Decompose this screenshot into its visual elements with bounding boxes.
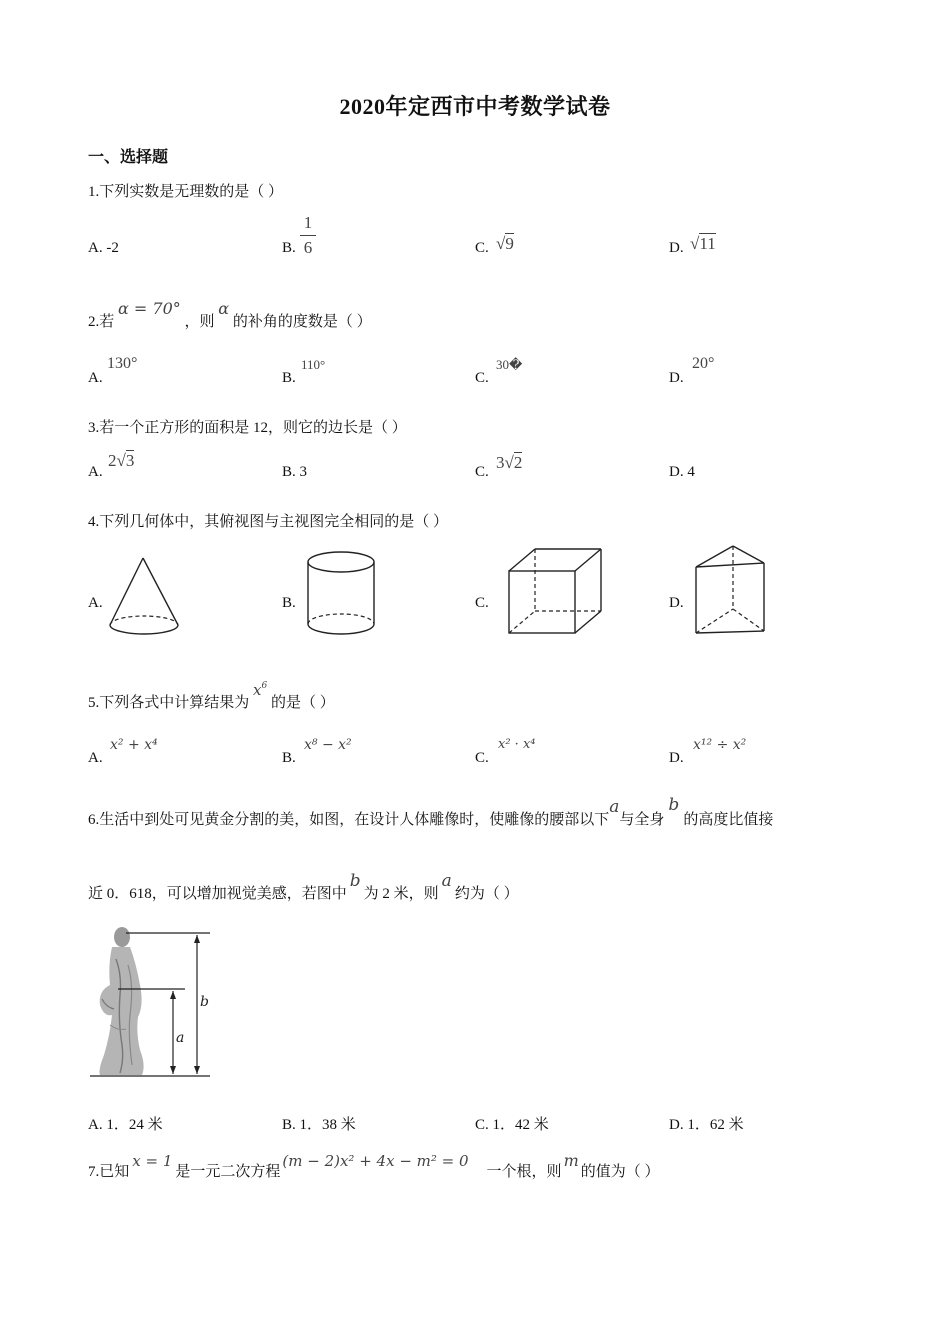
q3-option-a-label: A. xyxy=(88,464,103,480)
radicand: 9 xyxy=(505,234,514,253)
question-6-line-1 xyxy=(88,795,774,829)
q2-alpha: α xyxy=(218,299,230,318)
q2-option-b-label: B. xyxy=(282,370,296,386)
radicand: 11 xyxy=(699,234,716,253)
q3-option-d: D. 4 xyxy=(669,464,695,480)
q1-option-b-fraction xyxy=(300,213,316,258)
q6-option-b: B. 1．38 米 xyxy=(282,1117,356,1133)
b-arrow-down xyxy=(194,1066,200,1074)
q5-option-d-expr: x¹² ÷ x² xyxy=(693,737,747,753)
q3-option-b: B. 3 xyxy=(282,464,308,480)
q7-suffix: 的值为（ ） xyxy=(580,1164,660,1180)
radical-sign: √ xyxy=(504,453,514,472)
radical-sign: √ xyxy=(690,234,700,253)
figure-label-a: a xyxy=(176,1030,185,1046)
q5-target xyxy=(253,681,267,699)
section-heading: 一、选择题 xyxy=(88,149,169,166)
q4-option-b-label: B. xyxy=(282,595,296,611)
target-base: x xyxy=(253,681,262,699)
radicand: 2 xyxy=(513,453,523,472)
q7-equation: (m − 2)x² + 4x − m² = 0 xyxy=(282,1152,469,1170)
q2-option-c-label: C. xyxy=(475,370,489,386)
q3-option-a-expr xyxy=(108,451,134,471)
q2-suffix: 的补角的度数是（ ） xyxy=(232,314,372,330)
q5-option-c-label: C. xyxy=(475,750,489,766)
q6-var-a: a xyxy=(609,797,620,817)
q1-option-c-sqrt xyxy=(496,234,514,254)
q6-var-b: b xyxy=(668,795,680,815)
q1-option-d-label: D. xyxy=(669,240,684,256)
q2-option-d-label: D. xyxy=(669,370,684,386)
q6-option-c: C. 1．42 米 xyxy=(475,1117,549,1133)
q5-option-c-expr: x² · x⁴ xyxy=(498,737,536,752)
q7-middle-2: 一个根，则 xyxy=(486,1164,562,1180)
q2-condition: α = 70° xyxy=(118,299,181,318)
cylinder-figure xyxy=(305,550,380,640)
q4-option-c-label: C. xyxy=(475,595,489,611)
fraction-numerator: 1 xyxy=(303,213,313,232)
radicand: 3 xyxy=(125,451,135,470)
q2-option-a-label: A. xyxy=(88,370,103,386)
q7-condition: x = 1 xyxy=(132,1152,173,1170)
a-arrow-up xyxy=(170,991,176,999)
q6-line2-suffix: 约为（ ） xyxy=(454,886,519,902)
q6-line1-suffix: 的高度比值接 xyxy=(683,812,774,828)
radical-sign: √ xyxy=(116,451,126,470)
q1-option-c-label: C. xyxy=(475,240,489,256)
q2-option-b-value: 110° xyxy=(301,357,326,372)
q6-line2-prefix: 近 0．618，可以增加视觉美感，若图中 xyxy=(88,886,347,902)
q7-var-m: m xyxy=(563,1151,579,1170)
q6-option-d: D. 1．62 米 xyxy=(669,1117,744,1133)
target-exponent: 6 xyxy=(261,681,268,691)
q5-option-b-expr: x⁸ − x² xyxy=(304,737,352,753)
q6-option-a: A. 1．24 米 xyxy=(88,1117,163,1133)
question-5-stem xyxy=(88,681,335,712)
q1-option-d-sqrt xyxy=(690,234,716,254)
q3-option-c-label: C. xyxy=(475,464,489,480)
q5-suffix: 的是（ ） xyxy=(270,695,335,711)
q5-prefix: 5.下列各式中计算结果为 xyxy=(88,695,250,711)
q6-line1-prefix: 6.生活中到处可见黄金分割的美，如图，在设计人体雕像时，使雕像的腰部以下 xyxy=(88,812,610,828)
b-arrow-up xyxy=(194,935,200,943)
a-arrow-down xyxy=(170,1066,176,1074)
question-3-stem: 3.若一个正方形的面积是 12，则它的边长是（ ） xyxy=(88,420,407,436)
q4-option-a-label: A. xyxy=(88,595,103,611)
q2-option-c-value: 30� xyxy=(496,357,523,372)
paper-title: 2020年定西市中考数学试卷 xyxy=(339,94,611,119)
q6-var-a-2: a xyxy=(441,871,452,891)
q5-option-a-label: A. xyxy=(88,750,103,766)
statue-silhouette xyxy=(100,927,144,1075)
q4-option-d-label: D. xyxy=(669,595,684,611)
q7-middle: 是一元二次方程 xyxy=(175,1164,281,1180)
q2-middle: ，则 xyxy=(184,314,215,330)
fraction-bar xyxy=(300,235,316,236)
question-1-stem: 1.下列实数是无理数的是（ ） xyxy=(88,184,284,200)
q5-option-d-label: D. xyxy=(669,750,684,766)
q2-prefix: 2.若 xyxy=(88,314,115,330)
question-2-stem xyxy=(88,299,372,331)
q2-option-a-value: 130° xyxy=(107,355,138,372)
radical-sign: √ xyxy=(496,234,506,253)
coefficient: 2 xyxy=(108,451,117,470)
q3-option-c-expr xyxy=(496,453,522,473)
q6-line2-middle: 为 2 米，则 xyxy=(363,886,439,902)
triangular-prism-figure xyxy=(693,543,768,638)
q1-option-b-label: B. xyxy=(282,240,296,256)
q1-option-a: A. -2 xyxy=(88,240,119,256)
coefficient: 3 xyxy=(496,453,505,472)
q6-var-b-2: b xyxy=(349,871,361,891)
cone-figure xyxy=(105,555,185,640)
question-6-line-2 xyxy=(88,871,519,903)
q6-line1-middle: 与全身 xyxy=(619,812,665,828)
question-4-stem: 4.下列几何体中，其俯视图与主视图完全相同的是（ ） xyxy=(88,514,449,530)
q5-option-b-label: B. xyxy=(282,750,296,766)
q2-option-d-value: 20° xyxy=(692,355,715,372)
question-7-stem xyxy=(88,1151,660,1181)
fraction-denominator: 6 xyxy=(303,238,313,257)
cube-figure xyxy=(505,545,610,640)
q5-option-a-expr: x² + x⁴ xyxy=(110,737,158,753)
statue-figure xyxy=(90,925,220,1085)
q7-prefix: 7.已知 xyxy=(88,1164,130,1180)
figure-label-b: b xyxy=(200,994,209,1010)
